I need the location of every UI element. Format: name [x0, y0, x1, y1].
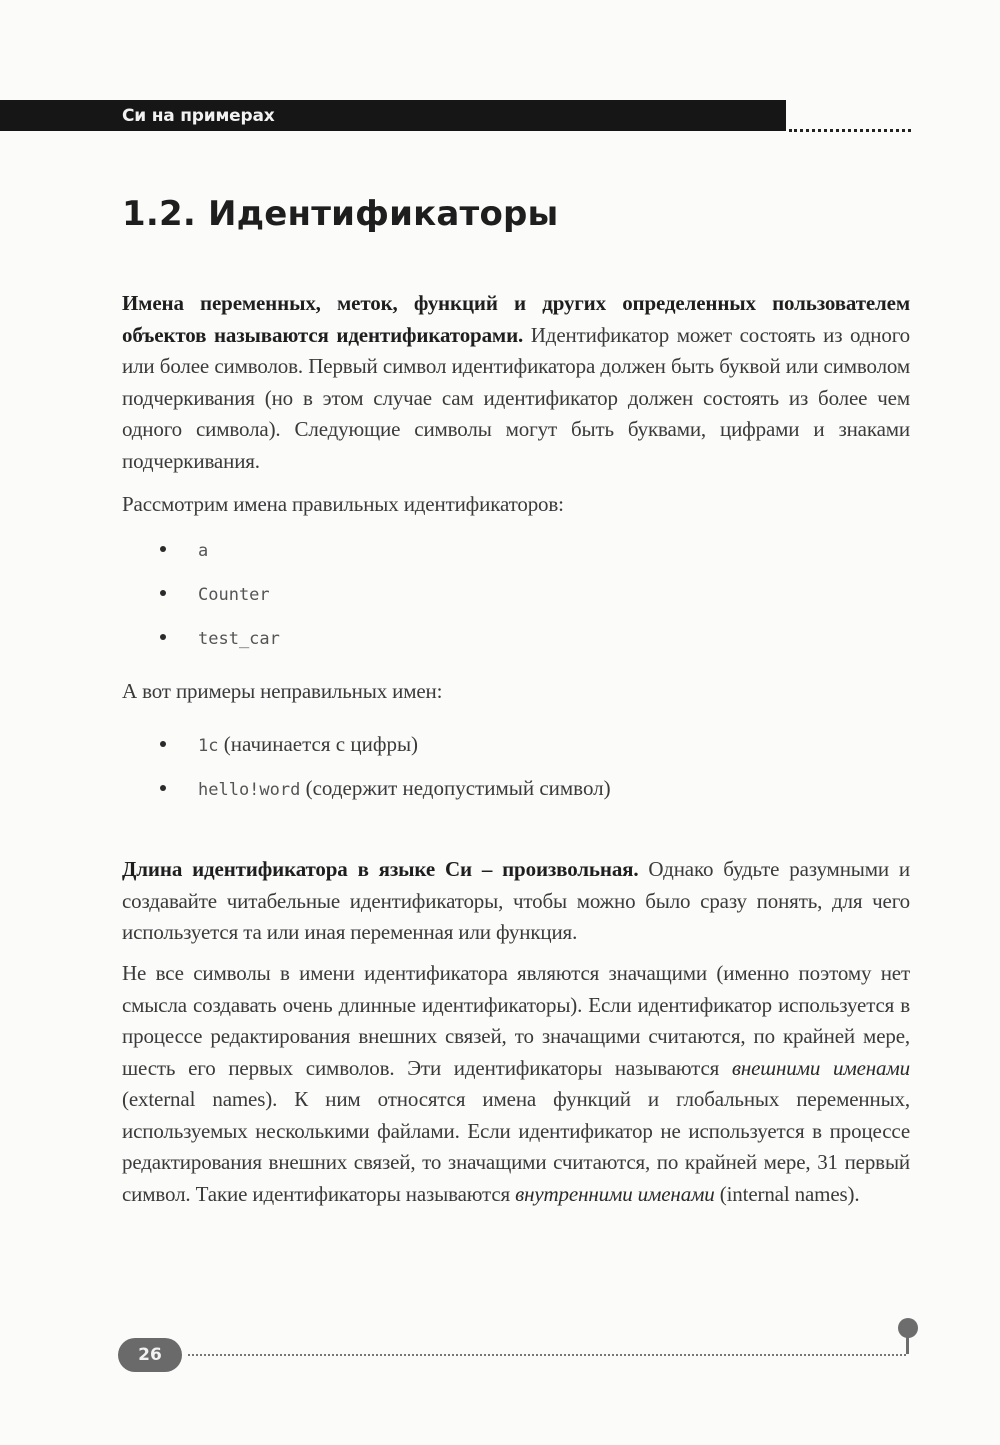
paragraph-bold-lead: Имена переменных, меток, функций и других определенных пользователем объектов называются идентификаторами.: [122, 291, 910, 347]
list-item: [122, 578, 910, 622]
list-item: [122, 729, 910, 773]
list-item: [122, 773, 910, 817]
footer-dotted-rule: [188, 1354, 906, 1356]
paragraph-body: Однако будьте разумными и создавайте читабельные идентификаторы, чтобы можно было сразу понять, для чего используется та или иная переменная или функция.: [122, 857, 910, 944]
footer-marker-stem: [906, 1336, 909, 1354]
identifier-code: hello!word: [198, 780, 301, 800]
identifier-code: a: [198, 541, 209, 561]
paragraph-body: (external names). К ним относятся имена функций и глобальных переменных, используемых несколькими файлами. Если идентификатор не используется в процессе редактирования внешних связей, то значащими считаются, по крайней мере, 31 первый символ. Такие идентификаторы называются: [122, 1087, 910, 1206]
paragraph-identifier-length: [122, 854, 910, 949]
identifier-code: test_car: [198, 629, 280, 649]
term-internal-names: внутренними именами: [515, 1181, 715, 1206]
term-external-names: внешними именами: [731, 1055, 910, 1080]
paragraph-identifiers-definition: [122, 288, 910, 477]
identifier-note: (начинается с цифры): [218, 732, 419, 756]
running-header-bar: [0, 100, 786, 131]
list-item: [122, 622, 910, 666]
identifier-code: 1c: [198, 736, 219, 756]
paragraph-body: (internal names).: [714, 1181, 860, 1206]
header-dotted-rule: [789, 129, 911, 132]
paragraph-body: Идентификатор может состоять из одного или более символов. Первый символ идентификатора должен быть буквой или символом подчеркивания (но в этом случае сам идентификатор должен состоять из более чем одного символа). Следующие символы могут быть буквами, цифрами и знаками подчеркивания.: [122, 322, 911, 473]
invalid-identifiers-list: [122, 729, 910, 817]
page-number-badge: 26: [118, 1338, 182, 1372]
paragraph-bold-lead: Длина идентификатора в языке Си – произвольная.: [122, 857, 639, 881]
footer-marker-icon: [898, 1318, 918, 1338]
paragraph-significant-chars: [122, 958, 910, 1210]
valid-identifiers-list: [122, 534, 910, 666]
identifier-code: Counter: [198, 585, 270, 605]
valid-ids-intro: Рассмотрим имена правильных идентификаторов:: [122, 492, 564, 516]
invalid-ids-intro: А вот примеры неправильных имен:: [122, 679, 443, 703]
running-header-title: Си на примерах: [122, 106, 275, 126]
paragraph-body: Не все символы в имени идентификатора являются значащими (именно поэтому нет смысла создавать очень длинные идентификаторы). Если идентификатор используется в процессе редактирования внешних связей, то значащими считаются, по крайней мере, шесть его первых символов. Эти идентификаторы называются: [122, 961, 910, 1080]
identifier-note: (содержит недопустимый символ): [300, 776, 611, 800]
section-title: 1.2. Идентификаторы: [122, 194, 559, 234]
list-item: [122, 534, 910, 578]
